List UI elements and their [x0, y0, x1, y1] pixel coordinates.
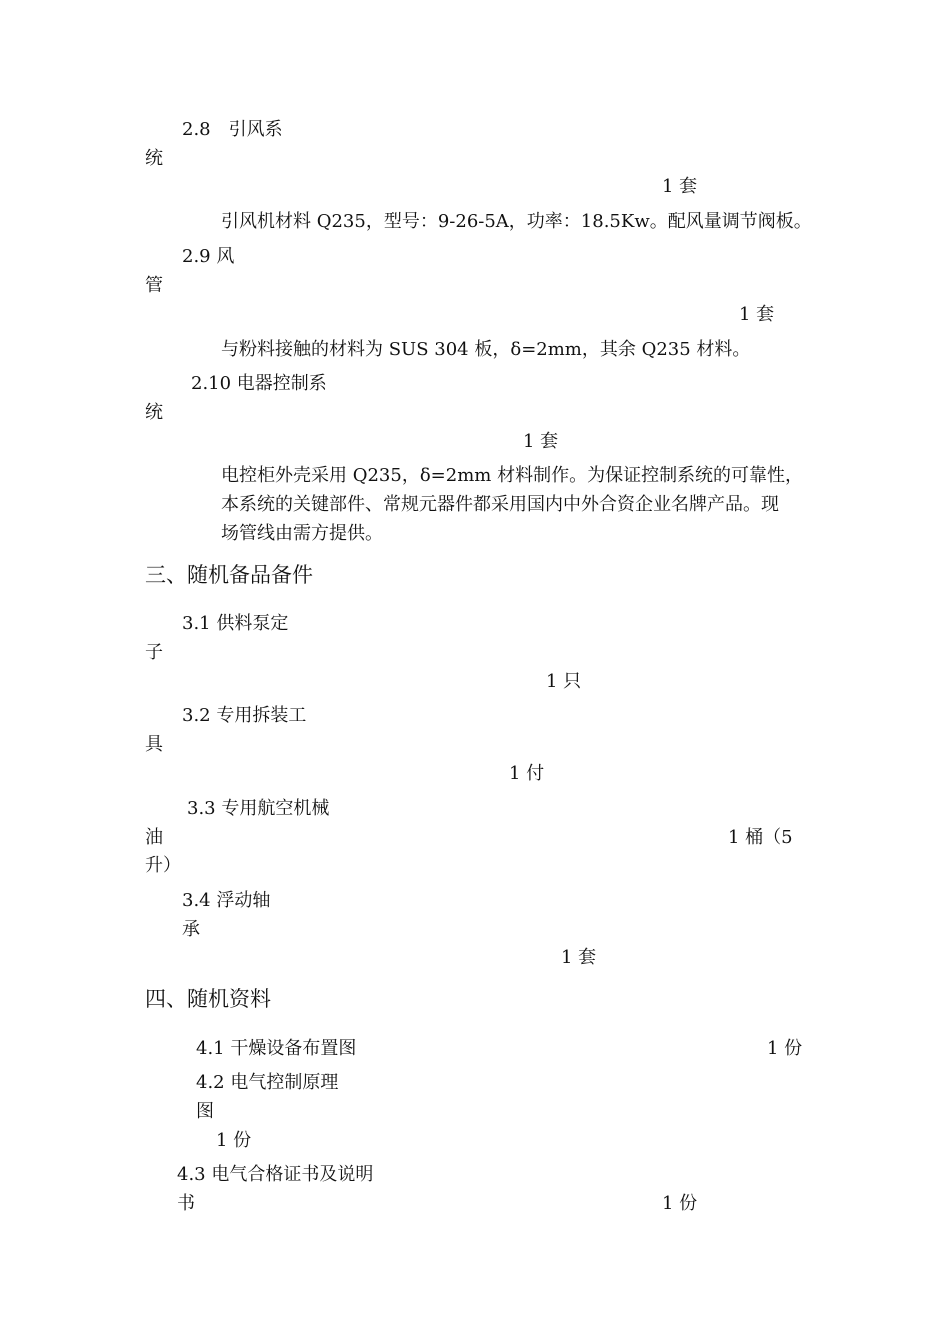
item-2-8-description: 引风机材料 Q235，型号：9-26-5A，功率：18.5Kw。配风量调节阀板。 [221, 211, 812, 232]
item-4-2-heading: 4.2 电气控制原理 [196, 1072, 339, 1093]
item-2-10-description-line-3: 场管线由需方提供。 [221, 523, 383, 544]
item-2-8-heading: 2.8 引风系 [182, 119, 283, 140]
section-3-title: 三、随机备品备件 [145, 563, 313, 587]
item-3-1-heading-wrap: 子 [145, 642, 163, 663]
item-3-4-heading: 3.4 浮动轴 [182, 890, 271, 911]
item-3-3-quantity: 1 桶（5 [728, 827, 793, 848]
item-4-1-heading: 4.1 干燥设备布置图 [196, 1038, 357, 1059]
item-2-10-quantity: 1 套 [523, 431, 559, 452]
item-3-3-heading: 3.3 专用航空机械 [187, 798, 330, 819]
item-3-3-quantity-wrap: 升） [145, 855, 181, 876]
item-3-2-heading: 3.2 专用拆装工 [182, 705, 307, 726]
item-2-8-quantity: 1 套 [662, 176, 698, 197]
item-2-9-heading: 2.9 风 [182, 246, 235, 267]
item-4-3-heading: 4.3 电气合格证书及说明 [177, 1164, 374, 1185]
item-2-10-description-line-1: 电控柜外壳采用 Q235，δ=2mm 材料制作。为保证控制系统的可靠性， [221, 465, 804, 486]
item-2-10-heading-wrap: 统 [145, 402, 163, 423]
item-4-1-quantity: 1 份 [767, 1038, 803, 1059]
item-2-10-description-line-2: 本系统的关键部件、常规元器件都采用国内中外合资企业名牌产品。现 [221, 494, 779, 515]
item-4-2-heading-wrap: 图 [196, 1101, 214, 1122]
item-3-1-quantity: 1 只 [546, 671, 582, 692]
item-2-9-heading-wrap: 管 [145, 275, 163, 296]
item-2-8-heading-wrap: 统 [145, 148, 163, 169]
item-2-9-quantity: 1 套 [739, 304, 775, 325]
item-4-3-quantity: 1 份 [662, 1193, 698, 1214]
item-4-3-heading-wrap: 书 [177, 1193, 195, 1214]
item-3-1-heading: 3.1 供料泵定 [182, 613, 289, 634]
item-2-10-heading: 2.10 电器控制系 [191, 373, 327, 394]
item-2-9-description: 与粉料接触的材料为 SUS 304 板，δ=2mm，其余 Q235 材料。 [221, 339, 751, 360]
item-3-3-heading-wrap: 油 [145, 827, 163, 848]
item-3-2-heading-wrap: 具 [145, 734, 163, 755]
item-3-4-quantity: 1 套 [561, 947, 597, 968]
item-3-4-heading-wrap: 承 [182, 919, 200, 940]
item-4-2-quantity: 1 份 [216, 1130, 252, 1151]
section-4-title: 四、随机资料 [145, 987, 271, 1011]
item-3-2-quantity: 1 付 [509, 763, 545, 784]
